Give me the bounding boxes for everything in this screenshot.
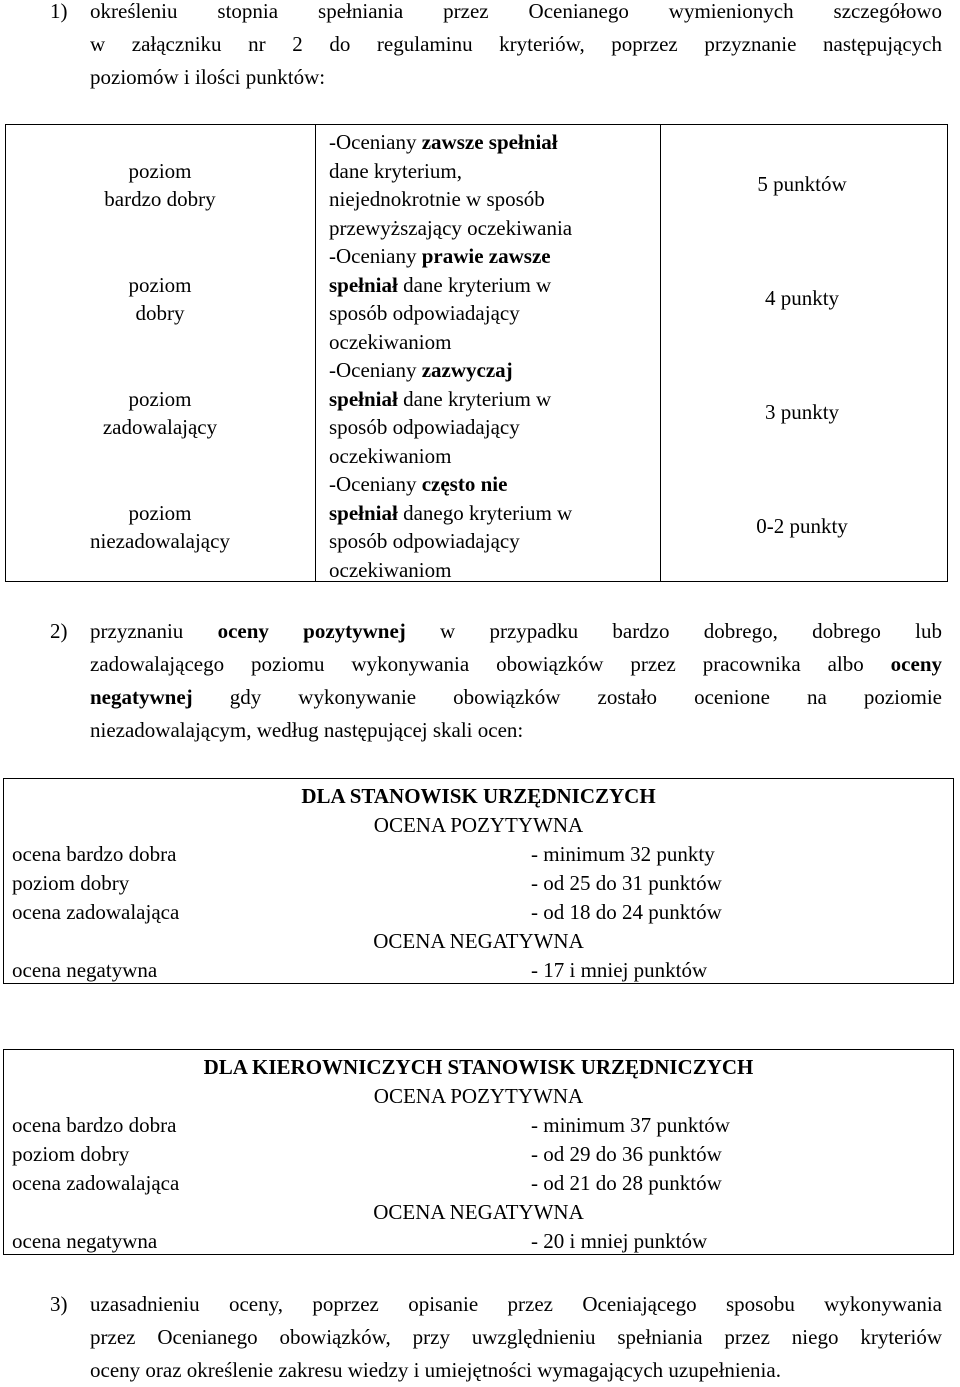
grade-label: ocena negatywna xyxy=(12,958,158,982)
grade-value: - od 18 do 24 punktów xyxy=(531,900,722,924)
box-title: DLA KIEROWNICZYCH STANOWISK URZĘDNICZYCH xyxy=(203,1055,754,1079)
grade-value: - od 25 do 31 punktów xyxy=(531,871,722,895)
grade-label: ocena bardzo dobra xyxy=(12,1113,177,1137)
box-title: DLA STANOWISK URZĘDNICZYCH xyxy=(301,784,656,808)
paragraph-line: zadowalającego poziomu wykonywania obowiązków przez pracownika albo oceny xyxy=(90,652,942,676)
list-number: 3) xyxy=(50,1292,68,1316)
level-description: -Oceniany prawie zawsze spełniał dane kryterium w sposób odpowiadający oczekiwaniom xyxy=(329,244,552,354)
negative-heading: OCENA NEGATYWNA xyxy=(373,1200,584,1224)
grade-value: - minimum 37 punktów xyxy=(531,1113,730,1137)
list-number: 2) xyxy=(50,619,68,643)
level-description: -Oceniany zazwyczaj spełniał dane kryterium w sposób odpowiadający oczekiwaniom xyxy=(329,358,552,468)
level-label: poziom zadowalający xyxy=(102,387,218,439)
paragraph-line: niezadowalającym, według następującej skali ocen: xyxy=(90,718,524,742)
grade-label: ocena bardzo dobra xyxy=(12,842,177,866)
grade-label: ocena negatywna xyxy=(12,1229,158,1253)
grade-value: - 20 i mniej punktów xyxy=(531,1229,708,1253)
paragraph-line: przez Ocenianego obowiązków, przy uwzględnieniu spełniania przez niego kryteriów xyxy=(90,1325,942,1349)
list-item-1 xyxy=(50,0,942,94)
grading-scale-clerical xyxy=(3,778,954,984)
list-number: 1) xyxy=(50,0,68,23)
level-points: 0-2 punkty xyxy=(756,514,848,538)
paragraph-line: poziomów i ilości punktów: xyxy=(90,65,326,89)
grade-value: - od 29 do 36 punktów xyxy=(531,1142,722,1166)
level-description: -Oceniany zawsze spełniał dane kryterium, niejednokrotnie w sposób przewyższający oczekiwania xyxy=(329,130,573,240)
grading-scale-managerial xyxy=(3,1049,954,1255)
paragraph-line: przyznaniu oceny pozytywnej w przypadku bardzo dobrego, dobrego lub xyxy=(90,619,942,643)
level-description: -Oceniany często nie spełniał danego kryterium w sposób odpowiadający oczekiwaniom xyxy=(329,472,573,582)
grade-label: poziom dobry xyxy=(12,871,130,895)
paragraph-line: określeniu stopnia spełniania przez Ocenianego wymienionych szczegółowo xyxy=(90,0,942,23)
grade-label: ocena zadowalająca xyxy=(12,1171,180,1195)
grade-value: - od 21 do 28 punktów xyxy=(531,1171,722,1195)
level-label: poziom niezadowalający xyxy=(90,501,230,553)
paragraph-line: w załączniku nr 2 do regulaminu kryteriów, poprzez przyznanie następujących xyxy=(90,32,942,56)
positive-heading: OCENA POZYTYWNA xyxy=(373,813,584,837)
paragraph-line: oceny oraz określenie zakresu wiedzy i umiejętności wymagających uzupełnienia. xyxy=(90,1358,781,1382)
negative-heading: OCENA NEGATYWNA xyxy=(373,929,584,953)
level-points: 5 punktów xyxy=(757,172,847,196)
grade-value: - 17 i mniej punktów xyxy=(531,958,708,982)
grade-label: poziom dobry xyxy=(12,1142,130,1166)
grade-label: ocena zadowalająca xyxy=(12,900,180,924)
paragraph-line: negatywnej gdy wykonywanie obowiązków zostało ocenione na poziomie xyxy=(90,685,942,709)
paragraph-line: uzasadnieniu oceny, poprzez opisanie przez Oceniającego sposobu wykonywania xyxy=(90,1292,942,1316)
level-points: 4 punkty xyxy=(764,286,840,310)
list-item-2 xyxy=(50,615,942,747)
level-label: poziom dobry xyxy=(128,273,192,325)
positive-heading: OCENA POZYTYWNA xyxy=(373,1084,584,1108)
level-points: 3 punkty xyxy=(764,400,840,424)
level-label: poziom bardzo dobry xyxy=(104,159,216,211)
list-item-3 xyxy=(50,1288,942,1387)
grade-value: - minimum 32 punkty xyxy=(531,842,715,866)
